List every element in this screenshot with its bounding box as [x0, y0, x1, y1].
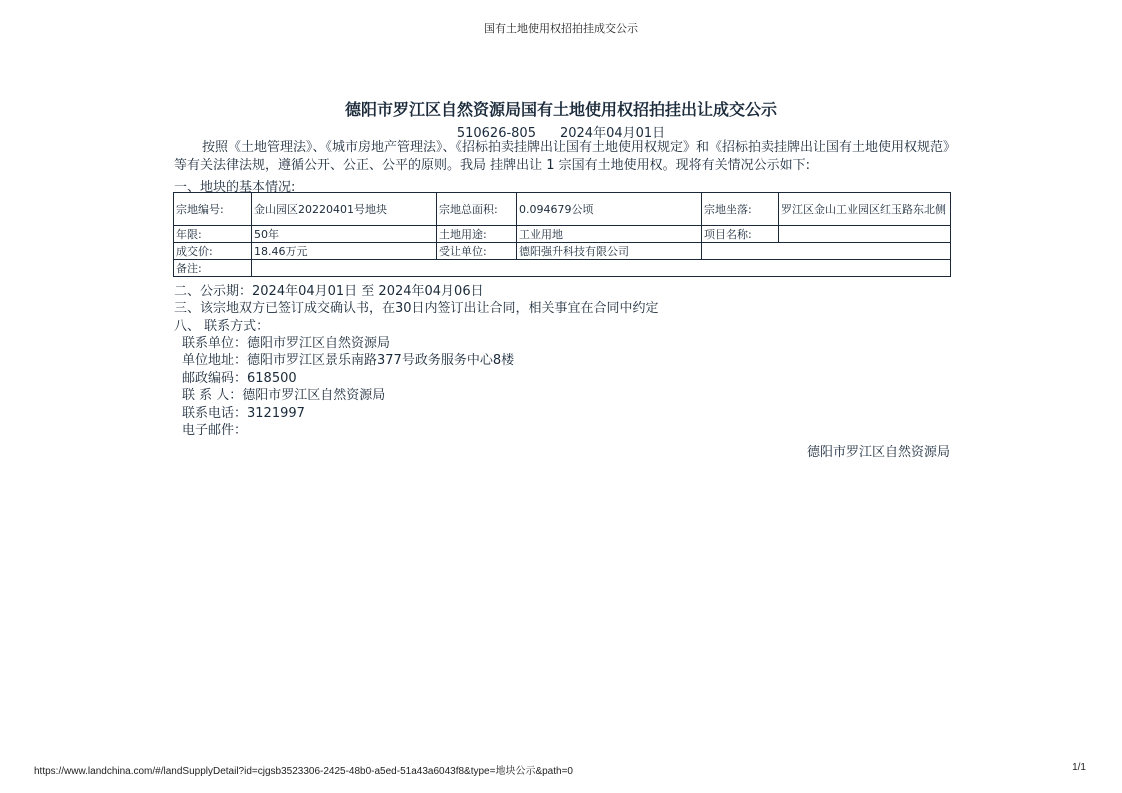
signature: 德阳市罗江区自然资源局	[806, 445, 950, 460]
contact-email: 电子邮件：	[182, 423, 248, 439]
assignee-label: 受让单位:	[437, 243, 517, 260]
remarks-value	[252, 260, 951, 277]
use-label: 土地用途:	[437, 226, 517, 243]
contact-address: 单位地址：德阳市罗江区景乐南路377号政务服务中心8楼	[182, 353, 515, 369]
location-value: 罗江区金山工业园区红玉路东北侧	[779, 193, 951, 226]
section1-heading: 一、地块的基本情况:	[174, 180, 296, 195]
document-number: 510626-805	[456, 126, 536, 141]
location-label: 宗地坐落:	[702, 193, 779, 226]
term-label: 年限:	[174, 226, 252, 243]
contact-phone: 联系电话：3121997	[182, 405, 305, 421]
table-row	[174, 260, 951, 277]
project-label: 项目名称:	[702, 226, 779, 243]
parcel-no-value: 金山园区20220401号地块	[252, 193, 437, 226]
document-title: 德阳市罗江区自然资源局国有土地使用权招拍挂出让成交公示	[344, 100, 777, 119]
contact-postcode: 邮政编码：618500	[182, 370, 297, 386]
table-row	[174, 193, 951, 226]
remarks-label: 备注:	[174, 260, 252, 277]
project-value	[779, 226, 951, 243]
area-value: 0.094679公顷	[517, 193, 702, 226]
term-value: 50年	[252, 226, 437, 243]
parcel-info-table	[173, 192, 951, 277]
price-value: 18.46万元	[252, 243, 437, 260]
section3-text: 三、该宗地双方已签订成交确认书，在30日内签订出让合同，相关事宜在合同中约定	[174, 301, 659, 316]
parcel-no-label: 宗地编号:	[174, 193, 252, 226]
use-value: 工业用地	[517, 226, 702, 243]
footer-page-number: 1/1	[1072, 762, 1086, 773]
document-date: 2024年04月01日	[559, 126, 666, 141]
footer-url[interactable]: https://www.landchina.com/#/landSupplyDetail?id=cjgsb3523306-2425-48b0-a5ed-51a43a6043f8&type=地块公示&path=0	[34, 766, 573, 777]
empty-cell	[702, 243, 951, 260]
contact-unit: 联系单位：德阳市罗江区自然资源局	[182, 336, 391, 351]
table-row	[174, 243, 951, 260]
contact-block	[182, 335, 514, 439]
assignee-value: 德阳强升科技有限公司	[517, 243, 702, 260]
price-label: 成交价:	[174, 243, 252, 260]
area-label: 宗地总面积:	[437, 193, 517, 226]
contact-person: 联 系 人：德阳市罗江区自然资源局	[182, 388, 386, 404]
section8-heading: 八、 联系方式：	[174, 319, 270, 334]
page-header-title: 国有土地使用权招拍挂成交公示	[484, 22, 638, 35]
section2-text: 二、公示期：2024年04月01日 至 2024年04月06日	[174, 284, 484, 299]
intro-paragraph: 按照《土地管理法》、《城市房地产管理法》、《招标拍卖挂牌出让国有土地使用权规定》和《招标拍卖挂牌出让国有土地使用权规范》等有关法律法规，遵循公开、公正、公平的原则。我局 挂牌出让 1 宗国有土地使用权。现将有关情况公示如下:	[174, 140, 950, 173]
table-row	[174, 226, 951, 243]
